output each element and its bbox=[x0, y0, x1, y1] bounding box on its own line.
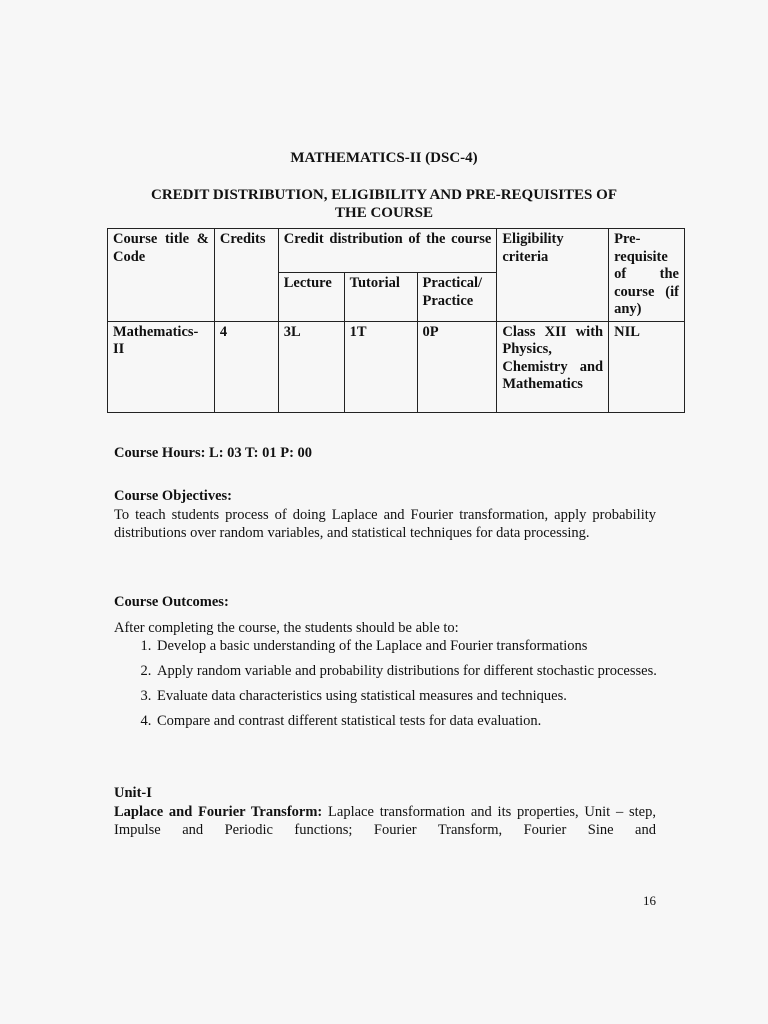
page-number: 16 bbox=[643, 893, 656, 908]
header-credits: Credits bbox=[214, 229, 278, 322]
list-item: 3. Evaluate data characteristics using statistical measures and techniques. bbox=[155, 688, 697, 705]
objectives-heading: Course Objectives: bbox=[114, 488, 232, 504]
cell-prerequisite: NIL bbox=[609, 321, 685, 412]
cell-tutorial: 1T bbox=[344, 321, 417, 412]
unit-body: Laplace transformation and its properties, Unit – step, Impulse and Periodic functions; Fourier Transform, Fourier Sine and bbox=[114, 804, 656, 838]
unit-text bbox=[114, 803, 656, 839]
list-item: 1. Develop a basic understanding of the Laplace and Fourier transformations bbox=[155, 638, 697, 655]
page-title: MATHEMATICS-II (DSC-4) bbox=[290, 150, 478, 166]
outcomes-heading: Course Outcomes: bbox=[114, 594, 229, 610]
cell-course: Mathematics-II bbox=[108, 321, 215, 412]
header-lecture: Lecture bbox=[278, 273, 344, 321]
section-heading-line2: THE COURSE bbox=[335, 205, 433, 221]
objectives-text: To teach students process of doing Laplace and Fourier transformation, apply probability distributions over random variables, and statistical techniques for data processing. bbox=[114, 507, 656, 541]
header-course-title: Course title & Code bbox=[108, 229, 215, 322]
section-heading bbox=[110, 186, 658, 222]
cell-practical: 0P bbox=[417, 321, 497, 412]
cell-lecture: 3L bbox=[278, 321, 344, 412]
credit-distribution-table bbox=[107, 228, 685, 413]
header-prerequisite: Pre-requisite of the course (if any) bbox=[609, 229, 685, 322]
cell-credits: 4 bbox=[214, 321, 278, 412]
unit-topic: Laplace and Fourier Transform: bbox=[114, 804, 323, 820]
cell-eligibility: Class XII with Physics, Chemistry and Mathematics bbox=[497, 321, 609, 412]
header-credit-distribution: Credit distribution of the course bbox=[278, 229, 497, 273]
table-row bbox=[108, 321, 685, 412]
list-item: 4. Compare and contrast different statistical tests for data evaluation. bbox=[155, 713, 697, 730]
outcomes-list bbox=[114, 638, 697, 738]
header-tutorial: Tutorial bbox=[344, 273, 417, 321]
table-header-row bbox=[108, 229, 685, 273]
section-heading-line1: CREDIT DISTRIBUTION, ELIGIBILITY AND PRE-REQUISITES OF bbox=[151, 187, 617, 203]
outcomes-intro: After completing the course, the students should be able to: bbox=[114, 620, 459, 636]
header-eligibility: Eligibility criteria bbox=[497, 229, 609, 322]
course-hours: Course Hours: L: 03 T: 01 P: 00 bbox=[114, 445, 313, 461]
unit-heading: Unit-I bbox=[114, 785, 152, 801]
header-practical: Practical/ Practice bbox=[417, 273, 497, 321]
list-item: 2. Apply random variable and probability distributions for different stochastic processes. bbox=[155, 663, 697, 680]
